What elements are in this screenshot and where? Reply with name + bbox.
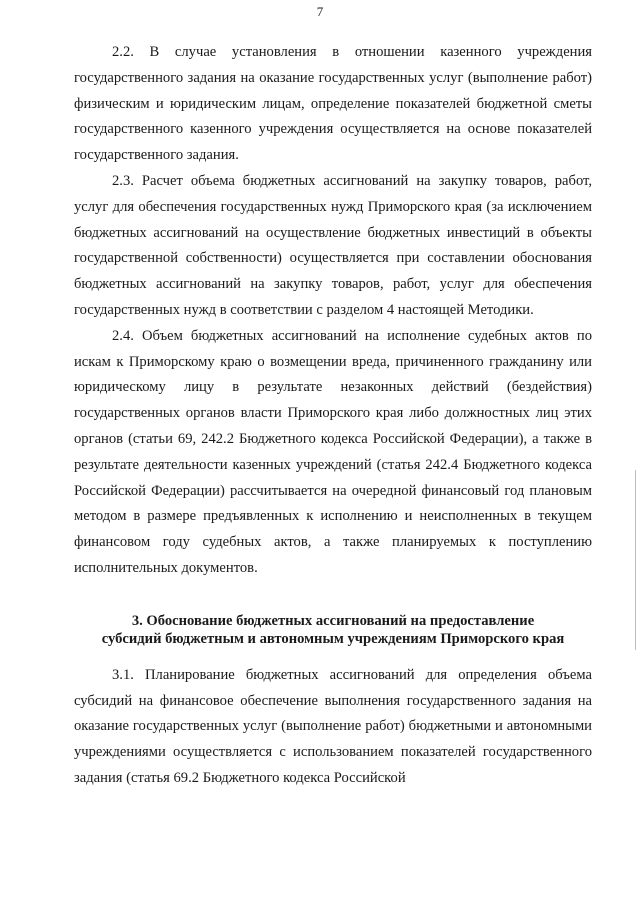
scan-edge-mark [635, 470, 636, 650]
document-body [74, 40, 592, 792]
section-heading-line-1: 3. Обоснование бюджетных ассигнований на предоставление [131, 612, 535, 629]
section-heading [74, 612, 592, 649]
page-number: 7 [316, 4, 324, 19]
section-heading-line-2: субсидий бюджетным и автономным учреждениям Приморского края [101, 631, 565, 648]
paragraph-2-2: 2.2. В случае установления в отношении казенного учреждения государственного задания на оказание государственных услуг (выполнение работ) физическим и юридическим лицам, определение показателей бюджетной сметы государственного казенного учреждения осуществляется на основе показателей государственного задания. [74, 44, 592, 164]
paragraph-3-1: 3.1. Планирование бюджетных ассигнований для определения объема субсидий на финансовое обеспечение выполнения государственного задания на оказание государственных услуг (выполнение работ) бюджетными и автономными учреждениями осуществляется с использованием показателей государственного задания (статья 69.2 Бюджетного кодекса Российской [74, 666, 592, 786]
paragraph-2-4: 2.4. Объем бюджетных ассигнований на исполнение судебных актов по искам к Приморскому краю о возмещении вреда, причиненного гражданину или юридическому лицу в результате незаконных действий (бездействия) государственных органов власти Приморского края либо должностных лиц этих органов (статьи 69, 242.2 Бюджетного кодекса Российской Федерации), а также в результате деятельности казенных учреждений (статья 242.4 Бюджетного кодекса Российской Федерации) рассчитывается на очередной финансовый год плановым методом в размере предъявленных к исполнению и неисполненных в текущем финансовом году судебных актов, а также планируемых к поступлению исполнительных документов. [74, 327, 592, 576]
paragraph-2-3: 2.3. Расчет объема бюджетных ассигнований на закупку товаров, работ, услуг для обеспечения государственных нужд Приморского края (за исключением бюджетных ассигнований на осуществление бюджетных инвестиций в объекты государственной собственности) осуществляется при составлении обоснования бюджетных ассигнований на закупку товаров, работ, услуг для обеспечения государственных нужд в соответствии с разделом 4 настоящей Методики. [74, 172, 592, 318]
